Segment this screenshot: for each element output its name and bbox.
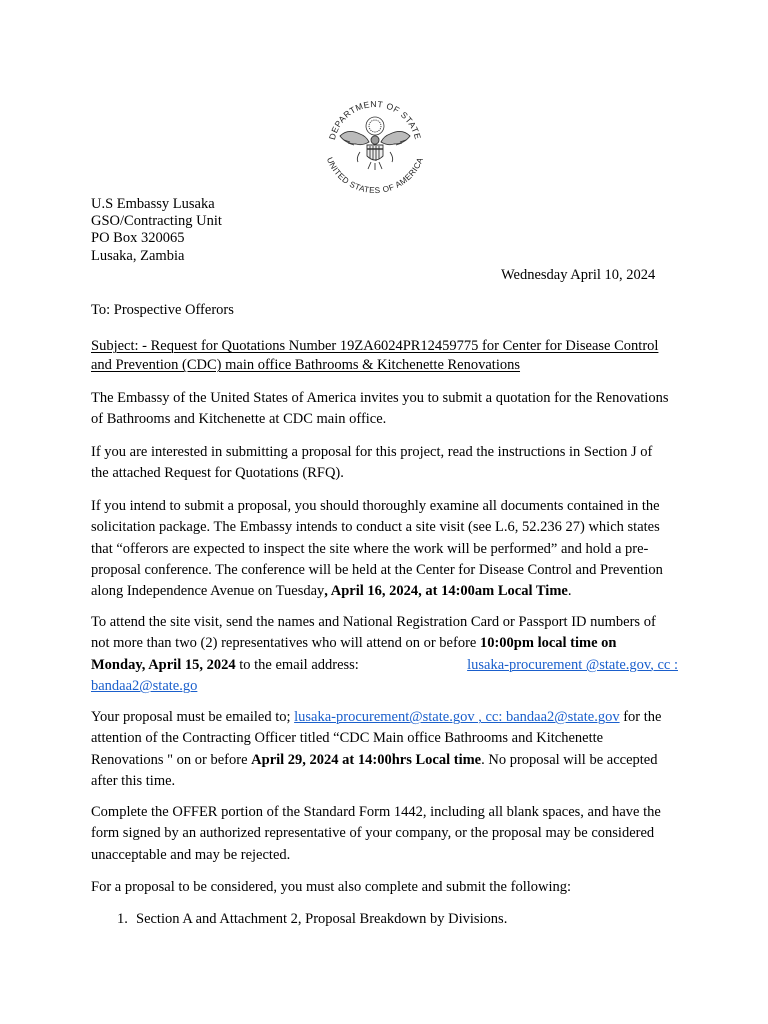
paragraph-line: of Bathrooms and Kitchenette at CDC main office.: [91, 411, 387, 428]
paragraph-line: proposal conference. The conference will be held at the Center for Disease Control and Prevention: [91, 561, 663, 578]
seal-top-text: DEPARTMENT OF STATE: [326, 98, 424, 141]
paragraph-line: attention of the Contracting Officer titled “CDC Main office Bathrooms and Kitchenette: [91, 730, 604, 747]
paragraph-line: that “offerors are expected to inspect the site where the work will be performed” and hold a pre-: [91, 540, 649, 557]
paragraph-line: If you intend to submit a proposal, you should thoroughly examine all documents contained in the: [91, 498, 660, 514]
subject-line: Subject: - Request for Quotations Number 19ZA6024PR12459775 for Center for Disease Control: [91, 338, 659, 354]
list-item: [117, 911, 507, 928]
list-item-text: Section A and Attachment 2, Proposal Breakdown by Divisions.: [136, 911, 508, 927]
paragraph-line: unacceptable and may be rejected.: [91, 846, 291, 863]
conference-date: , April 16, 2024, at 14:00am Local Time: [324, 583, 568, 600]
paragraph-line: The Embassy of the United States of America invites you to submit a quotation for the Renovations: [91, 390, 669, 406]
paragraph-line: not more than two (2) representatives who will attend on or before 10:00pm local time on: [91, 635, 617, 652]
paragraph-line: To attend the site visit, send the names and National Registration Card or Passport ID numbers of: [91, 614, 656, 630]
eagle-icon: [340, 117, 410, 170]
procurement-email-link[interactable]: lusaka-procurement @state.gov, cc :: [467, 656, 678, 673]
seal-bottom-text: UNITED STATES OF AMERICA: [324, 156, 426, 196]
cc-email-link[interactable]: bandaa2@state.go: [91, 677, 198, 694]
paragraph-line: Monday, April 15, 2024 to the email address: lusaka-procurement @state.gov, cc :: [91, 655, 678, 676]
to-line: To: Prospective Offerors: [91, 302, 234, 318]
paragraph-line: form signed by an authorized representative of your company, or the proposal may be considered: [91, 825, 655, 842]
paragraph-offer: [91, 802, 678, 866]
paragraph-requirements: For a proposal to be considered, you must also complete and submit the following:: [91, 879, 572, 895]
subject-line: and Prevention (CDC) main office Bathrooms & Kitchenette Renovations: [91, 357, 521, 373]
paragraph-line: solicitation package. The Embassy intends to conduct a site visit (see L.6, 52.236 27) which states: [91, 519, 660, 536]
department-of-state-seal: [312, 90, 438, 198]
paragraph-intro: [91, 388, 678, 431]
paragraph-submission: [91, 707, 678, 792]
proposal-deadline: April 29, 2024 at 14:00hrs Local time: [251, 751, 482, 768]
paragraph-line: along Independence Avenue on Tuesday, April 16, 2024, at 14:00am Local Time.: [91, 583, 572, 600]
paragraph-instructions: [91, 442, 678, 485]
list-item-number: 1.: [117, 911, 128, 927]
paragraph-line: [91, 676, 678, 697]
letter-date: Wednesday April 10, 2024: [501, 267, 656, 283]
deadline-time: 10:00pm local time on: [479, 635, 617, 652]
paragraph-line: Your proposal must be emailed to; lusaka-procurement@state.gov , cc: bandaa2@state.gov for the: [91, 709, 662, 725]
svg-text:UNITED STATES OF AMERICA: [325, 156, 425, 195]
submission-email-link[interactable]: lusaka-procurement@state.gov , cc: bandaa2@state.gov: [294, 709, 620, 725]
address-line: Lusaka, Zambia: [91, 247, 185, 264]
paragraph-line: the attached Request for Quotations (RFQ).: [91, 465, 344, 482]
paragraph-line: Renovations " on or before April 29, 2024 at 14:00hrs Local time. No proposal will be accepted: [91, 751, 658, 768]
paragraph-line: Complete the OFFER portion of the Standard Form 1442, including all blank spaces, and have the: [91, 804, 661, 820]
subject: [91, 337, 678, 375]
deadline-date: Monday, April 15, 2024: [91, 656, 236, 673]
requirements-list: [117, 911, 507, 928]
address-line: GSO/Contracting Unit: [91, 213, 222, 230]
paragraph-site-visit: [91, 496, 678, 602]
address-line: U.S Embassy Lusaka: [91, 196, 215, 212]
paragraph-line: after this time.: [91, 772, 176, 789]
paragraph-attendance: [91, 612, 678, 697]
embassy-address: [91, 196, 222, 265]
address-line: PO Box 320065: [91, 230, 185, 247]
paragraph-line: If you are interested in submitting a proposal for this project, read the instructions in Section J of: [91, 444, 653, 460]
